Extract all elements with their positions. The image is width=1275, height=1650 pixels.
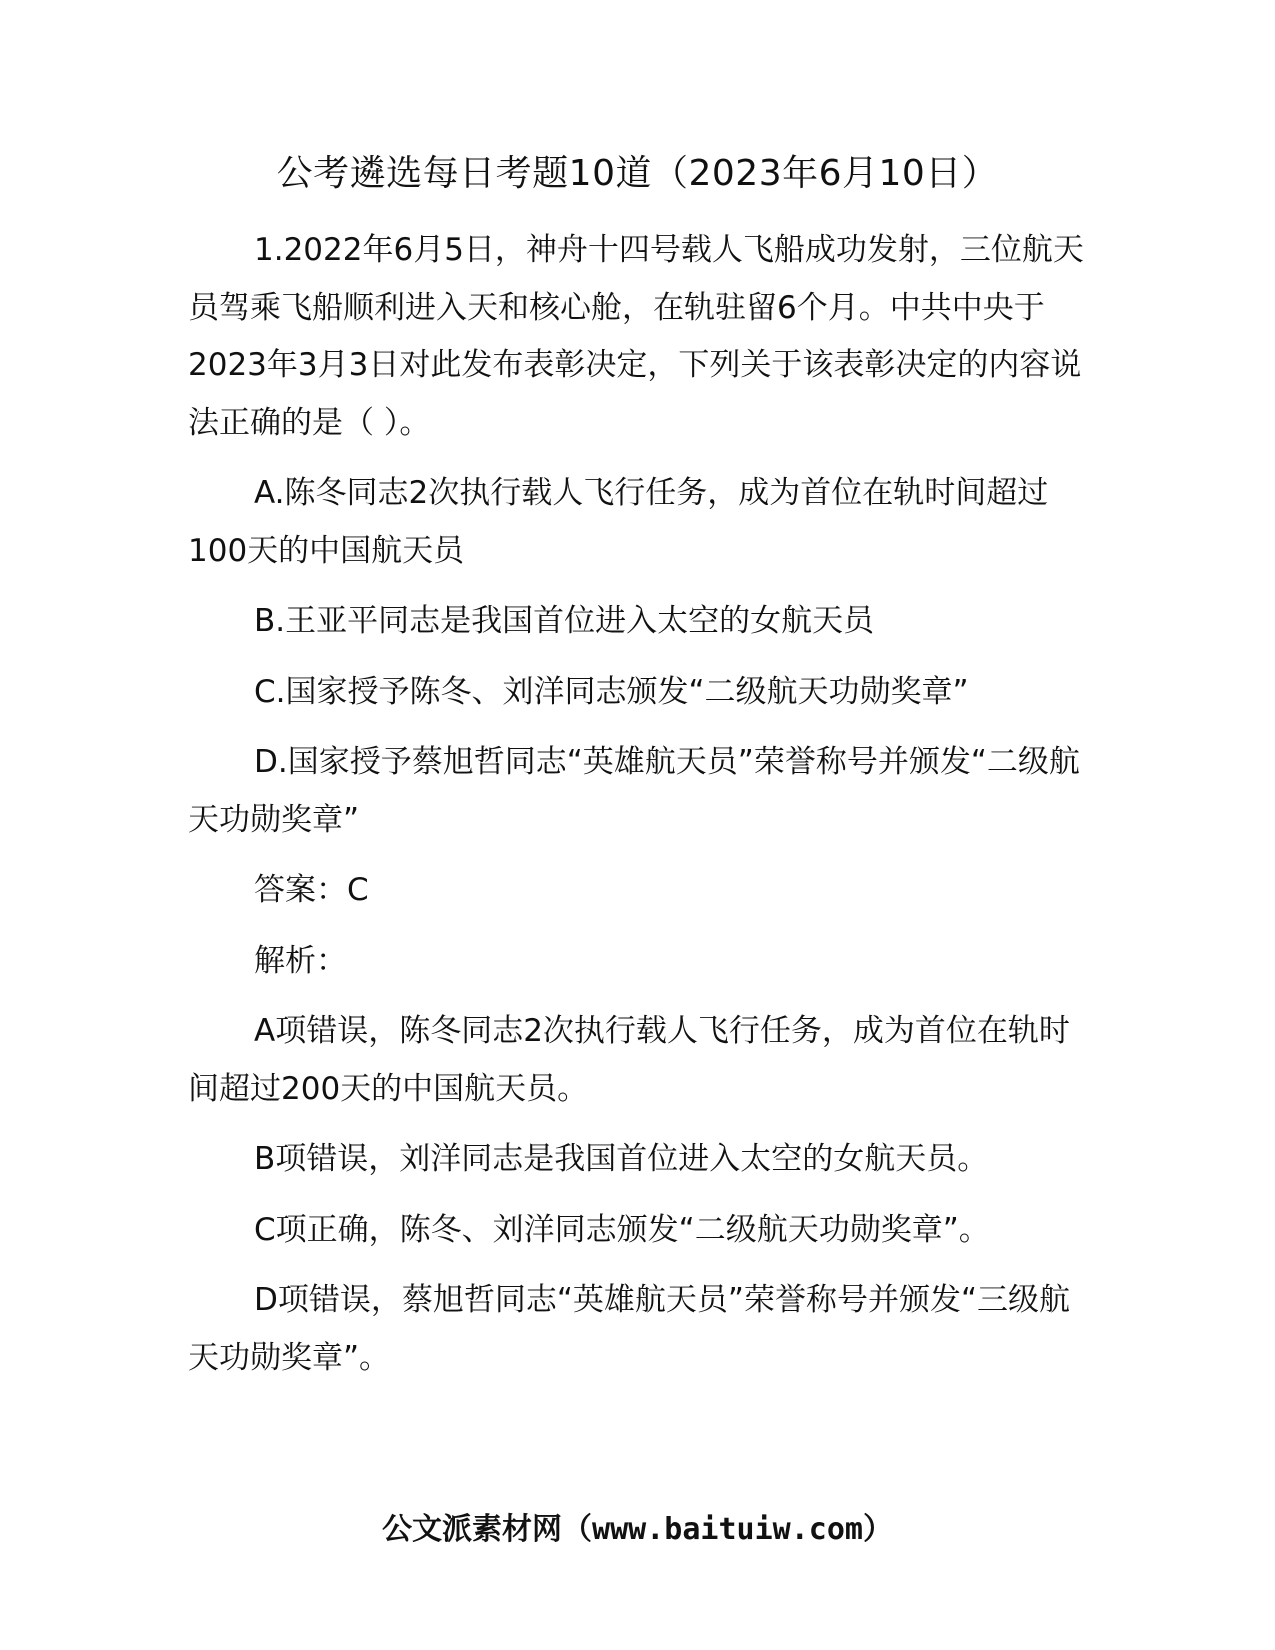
analysis-c: C项正确，陈冬、刘洋同志颁发“二级航天功勋奖章”。 [254, 1211, 990, 1248]
page-title: 公考遴选每日考题10道（2023年6月10日） [276, 153, 999, 194]
footer-site-name: 公文派素材网（ [382, 1512, 593, 1547]
footer-url[interactable]: www.baituiw.com [592, 1512, 863, 1547]
footer-site [0, 1510, 1275, 1550]
answer-line: 答案：C [254, 872, 369, 908]
question-stem: 1.2022年6月5日，神舟十四号载人飞船成功发射，三位航天员驾乘飞船顺利进入天和核心舱，在轨驻留6个月。中共中央于2023年3月3日对此发布表彰决定，下列关于该表彰决定的内容说法正确的是（ ）。 [188, 232, 1084, 441]
analysis-b: B项错误，刘洋同志是我国首位进入太空的女航天员。 [254, 1141, 989, 1177]
option-b: B.王亚平同志是我国首位进入太空的女航天员 [254, 603, 875, 639]
analysis-label: 解析： [254, 942, 347, 979]
footer-close: ） [862, 1512, 893, 1547]
question-body [188, 222, 1088, 1387]
option-c: C.国家授予陈冬、刘洋同志颁发“二级航天功勋奖章” [254, 673, 969, 710]
analysis-d: D项错误，蔡旭哲同志“英雄航天员”荣誉称号并颁发“三级航天功勋奖章”。 [188, 1282, 1071, 1376]
analysis-a: A项错误，陈冬同志2次执行载人飞行任务，成为首位在轨时间超过200天的中国航天员。 [188, 1013, 1070, 1107]
option-d: D.国家授予蔡旭哲同志“英雄航天员”荣誉称号并颁发“二级航天功勋奖章” [188, 744, 1080, 838]
option-a: A.陈冬同志2次执行载人飞行任务，成为首位在轨时间超过100天的中国航天员 [188, 475, 1049, 569]
